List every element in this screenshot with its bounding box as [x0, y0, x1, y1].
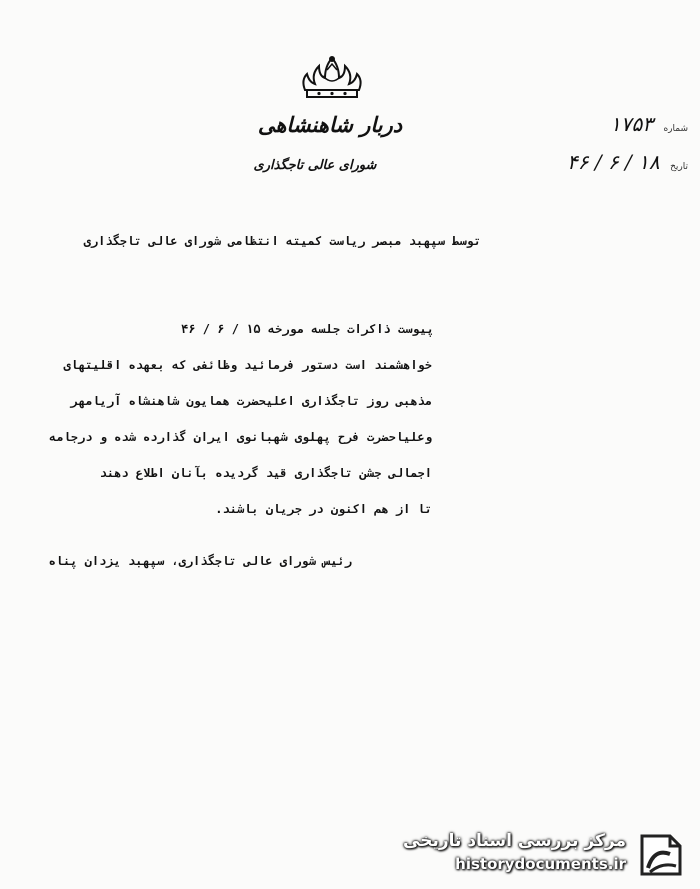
- recipient-line: توسط سپهبد مبصر ریاست کمیته انتظامی شورای عالی تاجگذاری: [83, 234, 481, 248]
- document-date: [567, 150, 688, 174]
- date-label: تاریخ: [670, 162, 688, 172]
- body-line: مذهبی روز تاجگذاری اعلیحضرت همایون شاهنشاه آریامهر: [70, 394, 432, 408]
- court-name: دربار شاهنشاهی: [257, 112, 403, 137]
- body-line: اجمالی جشن تاجگذاری قید گردیده بآنان اطلاع دهند: [99, 466, 432, 480]
- archive-document-icon: [636, 828, 688, 880]
- signature-line: رئیس شورای عالی تاجگذاری، سپهبد یزدان پناه: [48, 554, 352, 568]
- body-line: خواهشمند است دستور فرمائید وظائفی که بعهده اقلیتهای: [63, 358, 432, 372]
- document-number: [610, 112, 688, 136]
- body-line: وعلیاحضرت فرح پهلوی شهبانوی ایران گذارده شده و درجامه: [49, 430, 432, 444]
- number-label: شماره: [663, 124, 688, 134]
- archive-watermark: [398, 828, 688, 880]
- archive-url: historydocuments.ir: [455, 855, 626, 873]
- attachment-line: پیوست ذاکرات جلسه مورخه ۱۵ / ۶ / ۴۶: [181, 322, 434, 336]
- archive-center-name: مرکز بررسی اسناد تاریخی: [403, 831, 626, 851]
- pahlavi-crown-icon: [297, 52, 367, 104]
- number-value: ۱۷۵۳: [610, 112, 653, 136]
- council-name: شورای عالی تاجگذاری: [253, 158, 377, 173]
- date-value: ۱۸ / ۶ / ۴۶: [567, 150, 660, 174]
- body-line: تا از هم اکنون در جریان باشند.: [215, 502, 432, 516]
